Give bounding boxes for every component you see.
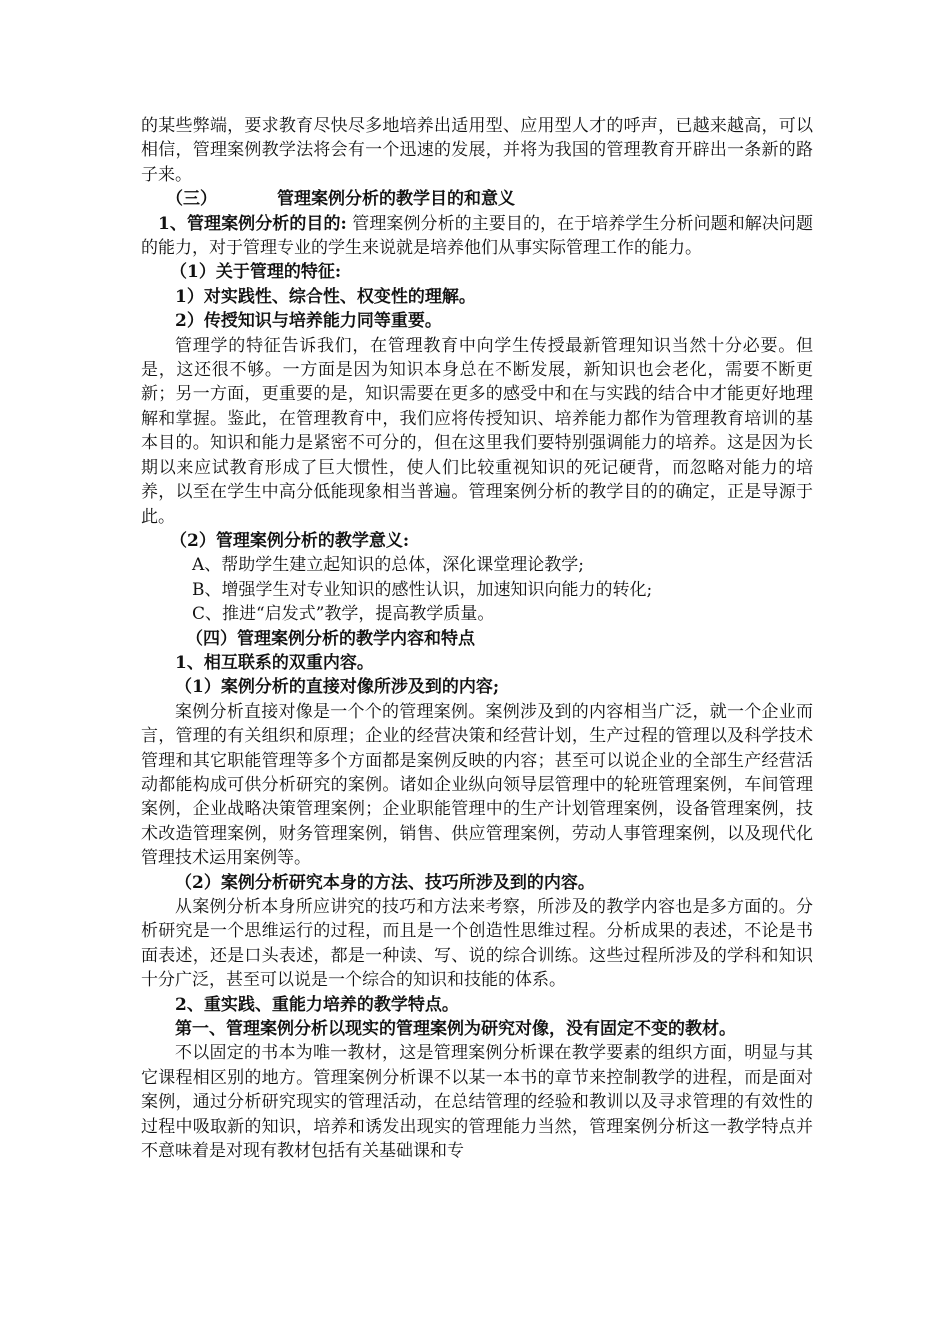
paragraph-purpose <box>141 212 813 261</box>
paragraph-methods: 从案例分析本身所应讲究的技巧和方法来考察，所涉及的教学内容也是多方面的。分析研究是一个思维运行的过程，而且是一个创造性思维过程。分析成果的表述，不论是书面表述，还是口头表述，都是一种读、写、说的综合训练。这些过程所涉及的学科和知识十分广泛，甚至可以说是一个综合的知识和技能的体系。 <box>141 897 813 991</box>
item-knowledge-ability: 2）传授知识与培养能力同等重要。 <box>175 311 442 332</box>
list-item-a: A、帮助学生建立起知识的总体，深化课堂理论教学; <box>192 555 585 576</box>
purpose-text: 管理案例分析的主要目的，在于培养学生分析问题和解决问题的能力，对于管理专业的学生来说就是培养他们从事实际管理工作的能力。 <box>141 213 813 259</box>
heading-direct-object: （1）案例分析的直接对像所涉及到的内容; <box>175 677 500 698</box>
heading-first-feature: 第一、管理案例分析以现实的管理案例为研究对像，没有固定不变的教材。 <box>175 1019 736 1040</box>
section-3-title: 管理案例分析的教学目的和意义 <box>277 189 515 210</box>
paragraph-intro: 的某些弊端，要求教育尽快尽多地培养出适用型、应用型人才的呼声，已越来越高，可以相信，管理案例教学法将会有一个迅速的发展，并将为我国的管理教育开辟出一条新的路子来。 <box>141 116 813 185</box>
paragraph-first-feature: 不以固定的书本为唯一教材，这是管理案例分析课在教学要素的组织方面，明显与其它课程相区别的地方。管理案例分析课不以某一本书的章节来控制教学的进程，而是面对案例，通过分析研究现实的管理活动，在总结管理的经验和教训以及寻求管理的有效性的过程中吸取新的知识，培养和诱发出现实的管理能力当然，管理案例分析这一教学特点并不意味着是对现有教材包括有关基础课和专 <box>141 1043 813 1162</box>
heading-dual-content: 1、相互联系的双重内容。 <box>175 652 374 673</box>
list-item-b: B、增强学生对专业知识的感性认识，加速知识向能力的转化; <box>192 579 653 600</box>
section-3-heading <box>141 187 813 211</box>
heading-methods: （2）案例分析研究本身的方法、技巧所涉及到的内容。 <box>175 872 595 893</box>
document-page <box>141 114 813 1163</box>
heading-practice-features: 2、重实践、重能力培养的教学特点。 <box>175 994 459 1015</box>
paragraph-management-features: 管理学的特征告诉我们，在管理教育中向学生传授最新管理知识当然十分必要。但是，这还很不够。一方面是因为知识本身总在不断发展，新知识也会老化，需要不断更新；另一方面，更重要的是，知识需要在更多的感受中和在与实践的结合中才能更好地理解和掌握。鉴此，在管理教育中，我们应将传授知识、培养能力都作为管理教育培训的基本目的。知识和能力是紧密不可分的，但在这里我们要特别强调能力的培养。这是因为长期以来应试教育形成了巨大惯性，使人们比较重视知识的死记硬背，而忽略对能力的培养，以至在学生中高分低能现象相当普遍。管理案例分析的教学目的的确定，正是导源于此。 <box>141 335 813 527</box>
purpose-lead: 1、管理案例分析的目的: <box>158 213 347 234</box>
heading-management-features: （1）关于管理的特征: <box>170 262 342 283</box>
section-3-number: （三） <box>166 189 217 210</box>
heading-teaching-significance: （2）管理案例分析的教学意义: <box>170 530 410 551</box>
item-practicality: 1）对实践性、综合性、权变性的理解。 <box>175 286 476 307</box>
paragraph-case-content: 案例分析直接对像是一个个的管理案例。案例涉及到的内容相当广泛，就一个企业而言，管理的有关组织和原理；企业的经营决策和经营计划，生产过程的管理以及科学技术管理和其它职能管理等多个方面都是案例反映的内容；甚至可以说企业的全部生产经营活动都能构成可供分析研究的案例。诸如企业纵向领导层管理中的轮班管理案例，车间管理案例，企业战略决策管理案例；企业职能管理中的生产计划管理案例，设备管理案例，技术改造管理案例，财务管理案例，销售、供应管理案例，劳动人事管理案例，以及现代化管理技术运用案例等。 <box>141 701 813 869</box>
list-item-c: C、推进“启发式”教学，提高教学质量。 <box>192 604 495 625</box>
section-4-heading: （四）管理案例分析的教学内容和特点 <box>186 628 475 649</box>
